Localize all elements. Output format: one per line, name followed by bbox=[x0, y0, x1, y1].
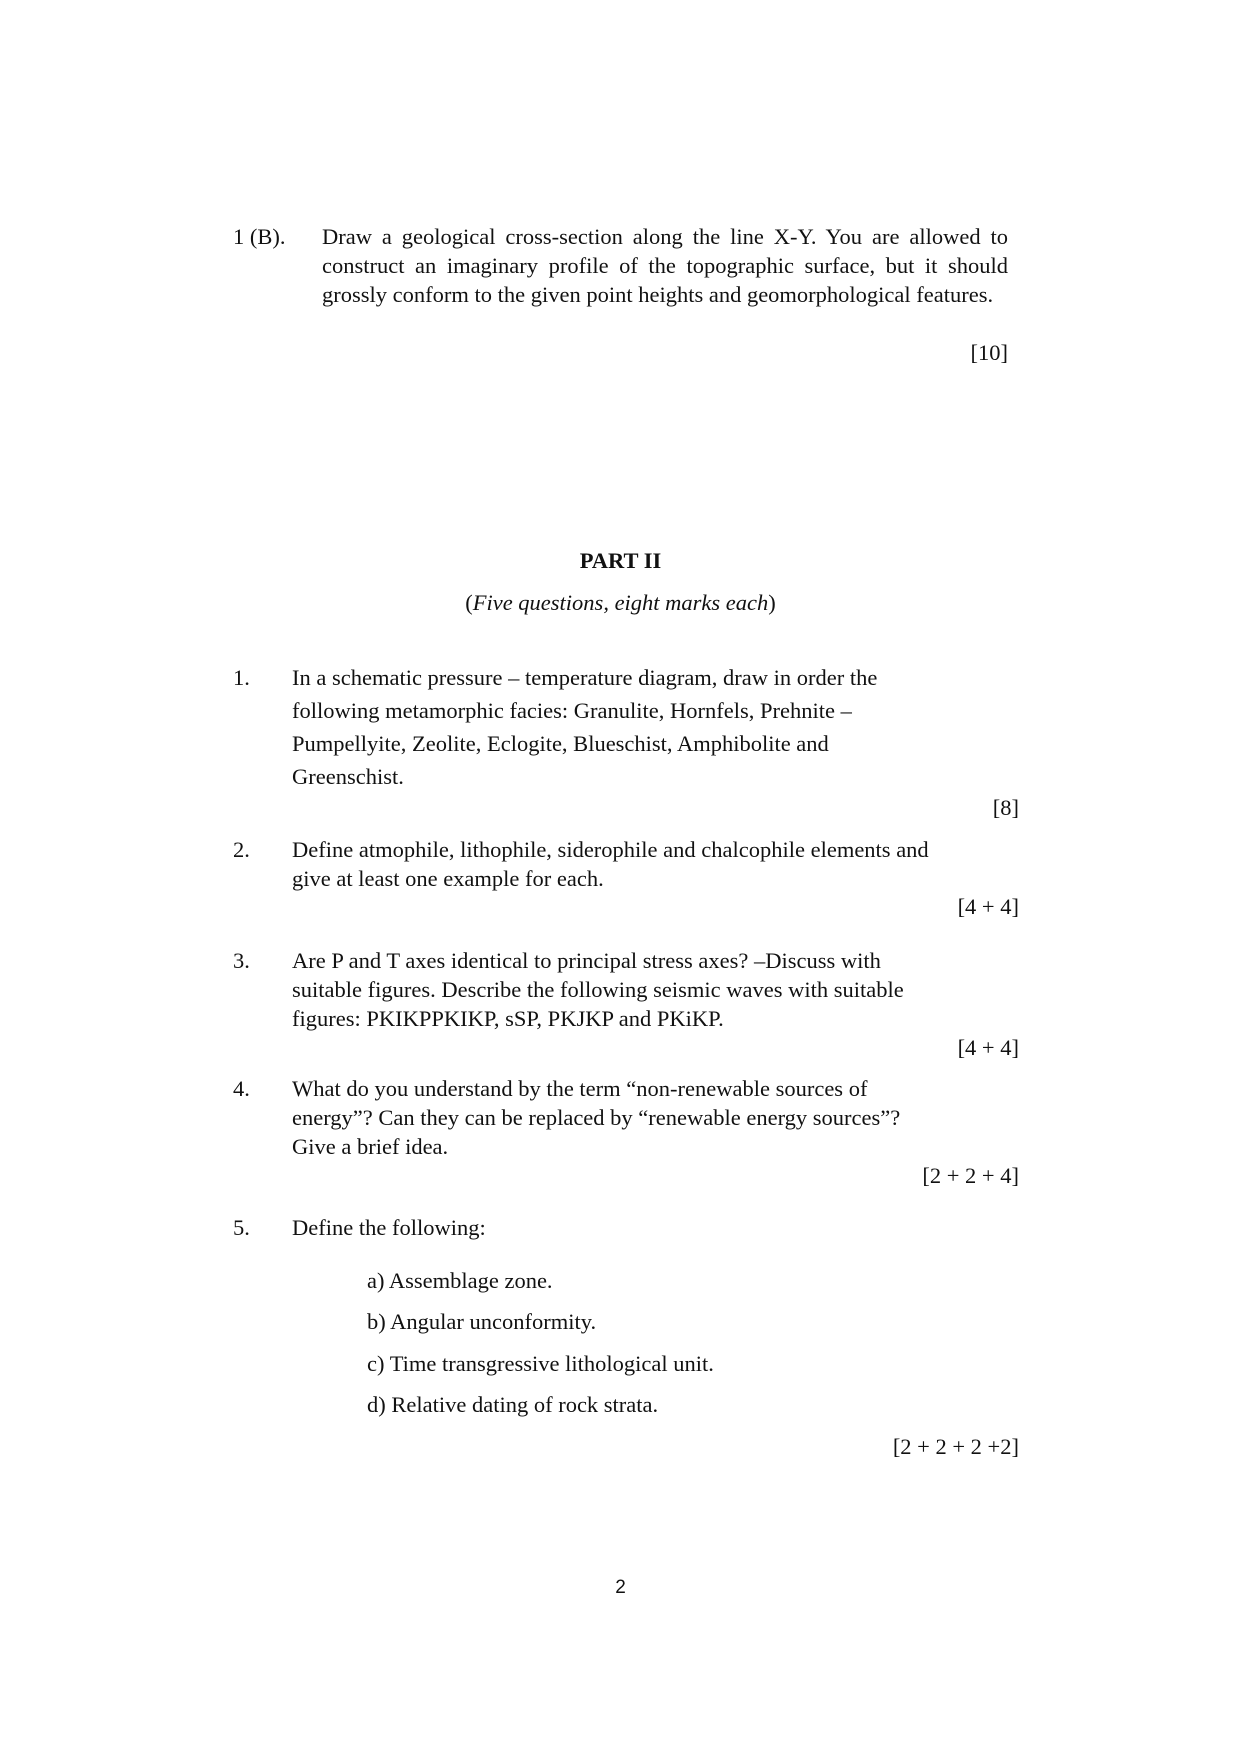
question-marks: [8] bbox=[992, 795, 1019, 820]
question-number: 1. bbox=[233, 665, 250, 690]
section-subtitle: (Five questions, eight marks each) bbox=[465, 590, 776, 615]
question-text: Define atmophile, lithophile, siderophile and chalcophile elements and give at least one example for each. bbox=[292, 837, 929, 891]
question-number: 2. bbox=[233, 837, 250, 862]
question-marks: [2 + 2 + 4] bbox=[922, 1163, 1019, 1188]
question-text: Define the following: bbox=[292, 1215, 486, 1240]
question-text: In a schematic pressure – temperature diagram, draw in order the following metamorphic facies: Granulite, Hornfels, Prehnite – Pumpellyite, Zeolite, Eclogite, Blueschist, Amphibolite and Greenschist. bbox=[292, 665, 878, 789]
question-marks: [2 + 2 + 2 +2] bbox=[892, 1434, 1019, 1459]
sub-item: b) Angular unconformity. bbox=[367, 1309, 597, 1334]
question-number: 4. bbox=[233, 1076, 250, 1101]
question-number: 5. bbox=[233, 1215, 250, 1240]
page-number: 2 bbox=[615, 1577, 626, 1598]
sub-item: a) Assemblage zone. bbox=[367, 1268, 553, 1293]
question-marks: [10] bbox=[970, 340, 1008, 365]
question-text: Are P and T axes identical to principal stress axes? –Discuss with suitable figures. Describe the following seismic waves with suitable figures: PKIKPPKIKP, sSP, PKJKP and PKiKP. bbox=[292, 948, 904, 1031]
question-marks: [4 + 4] bbox=[957, 894, 1019, 919]
sub-item: d) Relative dating of rock strata. bbox=[367, 1392, 659, 1417]
question-number: 1 (B). bbox=[233, 224, 286, 249]
question-text: Draw a geological cross-section along the line X-Y. You are allowed to construct an imaginary profile of the topographic surface, but it should grossly conform to the given point heights and geomorphological features. bbox=[322, 224, 1008, 307]
sub-item: c) Time transgressive lithological unit. bbox=[367, 1351, 714, 1376]
question-number: 3. bbox=[233, 948, 250, 973]
question-text: What do you understand by the term “non-renewable sources of energy”? Can they can be replaced by “renewable energy sources”? Give a brief idea. bbox=[292, 1076, 901, 1159]
section-title: PART II bbox=[579, 548, 662, 573]
question-marks: [4 + 4] bbox=[957, 1035, 1019, 1060]
